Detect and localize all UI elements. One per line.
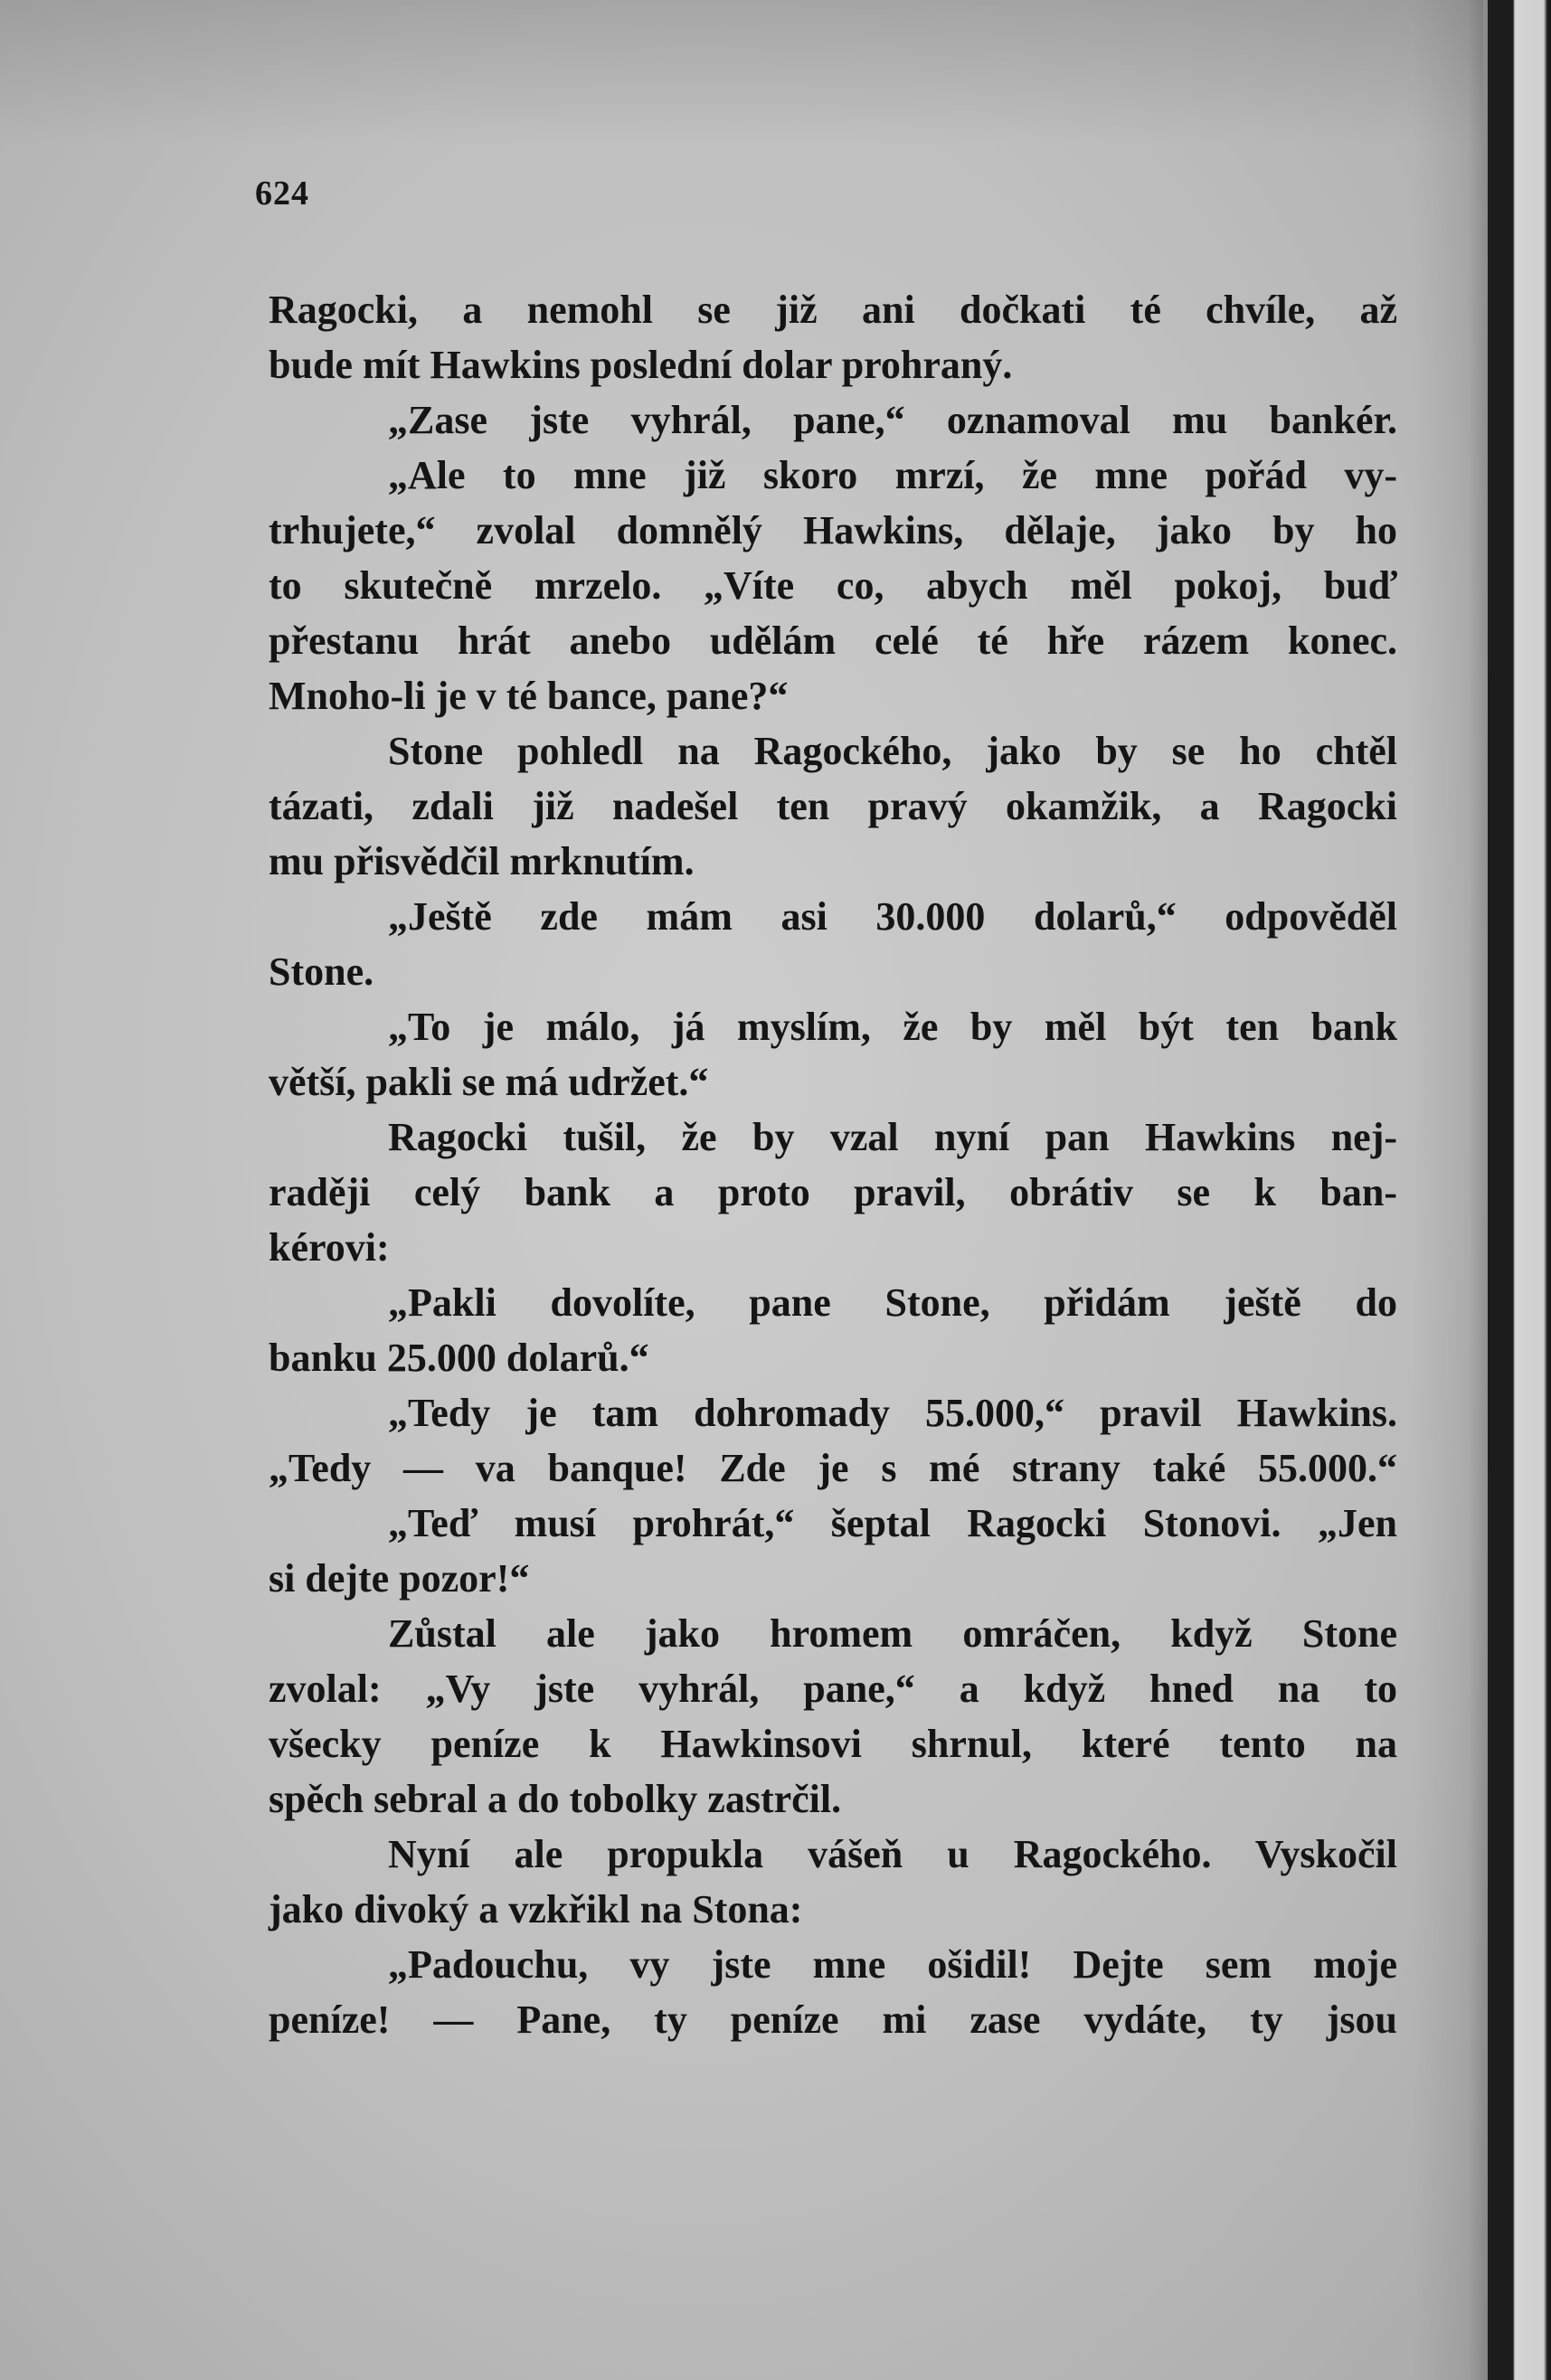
- page-number: 624: [255, 175, 309, 212]
- text-line: Mnoho-li je v té bance, pane?“: [269, 674, 789, 718]
- text-line: raději celý bank a proto pravil, obrátiv se k ban-: [269, 1170, 1397, 1214]
- text-line: jako divoký a vzkřikl na Stona:: [269, 1887, 803, 1931]
- text-line: „Ještě zde mám asi 30.000 dolarů,“ odpověděl: [388, 894, 1397, 939]
- text-line: peníze! — Pane, ty peníze mi zase vydáte, ty jsou: [269, 1998, 1397, 2042]
- text-line: větší, pakli se má udržet.“: [269, 1060, 709, 1104]
- text-line: „Tedy je tam dohromady 55.000,“ pravil Hawkins.: [388, 1391, 1397, 1435]
- text-line: bude mít Hawkins poslední dolar prohraný.: [269, 343, 1013, 387]
- text-line: tázati, zdali již nadešel ten pravý okamžik, a Ragocki: [269, 784, 1397, 828]
- text-line: „Zase jste vyhrál, pane,“ oznamoval mu bankér.: [388, 398, 1397, 442]
- text-line: „Ale to mne již skoro mrzí, že mne pořád vy-: [388, 453, 1397, 497]
- text-line: Stone.: [269, 949, 374, 994]
- body-text: [269, 282, 1397, 2047]
- gutter-shadow: [1411, 0, 1492, 2380]
- text-line: „Pakli dovolíte, pane Stone, přidám ještě do: [388, 1280, 1397, 1325]
- text-line: si dejte pozor!“: [269, 1556, 530, 1601]
- text-line: banku 25.000 dolarů.“: [269, 1336, 649, 1380]
- text-line: „To je málo, já myslím, že by měl být ten bank: [388, 1005, 1397, 1049]
- text-line: trhujete,“ zvolal domnělý Hawkins, dělaje, jako by ho: [269, 508, 1397, 552]
- text-line: „Padouchu, vy jste mne ošidil! Dejte sem moje: [388, 1942, 1397, 1987]
- text-line: přestanu hrát anebo udělám celé té hře rázem konec.: [269, 619, 1397, 663]
- text-line: Ragocki, a nemohl se již ani dočkati té chvíle, až: [269, 288, 1397, 332]
- text-line: kérovi:: [269, 1225, 390, 1270]
- text-line: spěch sebral a do tobolky zastrčil.: [269, 1777, 842, 1821]
- text-line: to skutečně mrzelo. „Víte co, abych měl pokoj, buď: [269, 563, 1397, 608]
- next-page-edge: [1488, 0, 1551, 2380]
- scan-shading: [0, 0, 1483, 145]
- text-line: Zůstal ale jako hromem omráčen, když Stone: [388, 1611, 1397, 1656]
- text-line: Ragocki tušil, že by vzal nyní pan Hawkins nej-: [388, 1115, 1397, 1159]
- text-line: Stone pohledl na Ragockého, jako by se ho chtěl: [388, 729, 1397, 773]
- text-line: mu přisvědčil mrknutím.: [269, 839, 695, 883]
- text-line: „Teď musí prohrát,“ šeptal Ragocki Stonovi. „Jen: [388, 1501, 1397, 1545]
- text-line: všecky peníze k Hawkinsovi shrnul, které tento na: [269, 1722, 1397, 1766]
- text-line: „Tedy — va banque! Zde je s mé strany také 55.000.“: [269, 1446, 1397, 1490]
- text-line: zvolal: „Vy jste vyhrál, pane,“ a když hned na to: [269, 1667, 1397, 1711]
- text-line: Nyní ale propukla vášeň u Ragockého. Vyskočil: [388, 1832, 1397, 1876]
